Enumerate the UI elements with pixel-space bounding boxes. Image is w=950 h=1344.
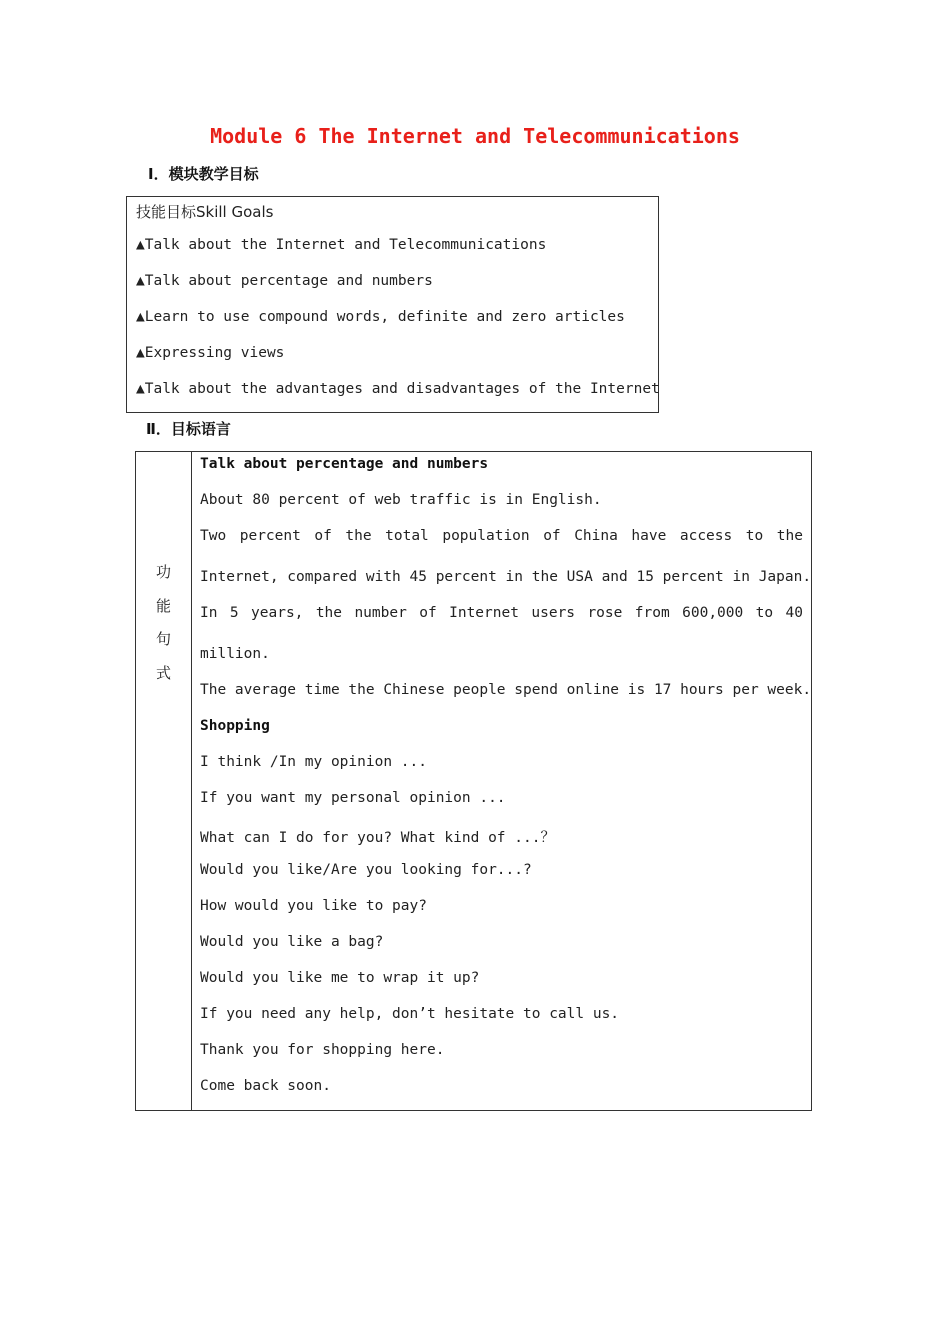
sentence-line: If you want my personal opinion ...	[200, 790, 506, 806]
sentence-line: million.	[200, 646, 270, 662]
subheading-percentage: Talk about percentage and numbers	[200, 456, 489, 472]
sentence-line: In 5 years, the number of Internet users rose from 600,000 to 40	[200, 605, 803, 621]
skill-goal-item: ▲Talk about the advantages and disadvantages of the Internet	[136, 381, 660, 397]
side-label-char: 功	[155, 563, 171, 581]
sentence-line: Internet, compared with 45 percent in the USA and 15 percent in Japan.	[200, 569, 812, 585]
skill-goals-header: 技能目标Skill Goals	[136, 203, 274, 221]
target-language-table	[135, 451, 812, 1111]
function-sentences-label	[136, 556, 191, 690]
side-label-char: 句	[155, 630, 171, 648]
side-label-char: 能	[155, 596, 171, 615]
sentence-line: Would you like/Are you looking for...?	[200, 862, 532, 878]
sentence-line: Would you like me to wrap it up?	[200, 970, 480, 986]
sentence-line: The average time the Chinese people spend online is 17 hours per week.	[200, 682, 812, 698]
skill-goal-item: ▲Talk about percentage and numbers	[136, 273, 433, 289]
skill-goal-item: ▲Learn to use compound words, definite and zero articles	[136, 309, 625, 325]
sentence-line: About 80 percent of web traffic is in English.	[200, 492, 602, 508]
sentence-line: If you need any help, don’t hesitate to call us.	[200, 1006, 620, 1022]
sentence-line: What can I do for you? What kind of ...？	[200, 830, 555, 846]
subheading-shopping: Shopping	[200, 718, 270, 734]
skill-goals-box	[126, 196, 659, 413]
page-title: Module 6 The Internet and Telecommunications	[210, 124, 740, 148]
sentence-line: Thank you for shopping here.	[200, 1042, 445, 1058]
section-heading-module-goals: Ⅰ．模块教学目标	[148, 165, 259, 183]
sentence-line: I think /In my opinion ...	[200, 754, 427, 770]
section-heading-target-language: Ⅱ．目标语言	[146, 420, 231, 438]
side-label-char: 式	[155, 663, 171, 682]
skill-goal-item: ▲Talk about the Internet and Telecommunications	[136, 237, 547, 253]
column-divider	[191, 452, 192, 1110]
sentence-line: How would you like to pay?	[200, 898, 427, 914]
sentence-line: Come back soon.	[200, 1078, 331, 1094]
sentence-line: Two percent of the total population of China have access to the	[200, 528, 803, 544]
sentence-line: Would you like a bag?	[200, 934, 384, 950]
skill-goal-item: ▲Expressing views	[136, 345, 285, 361]
